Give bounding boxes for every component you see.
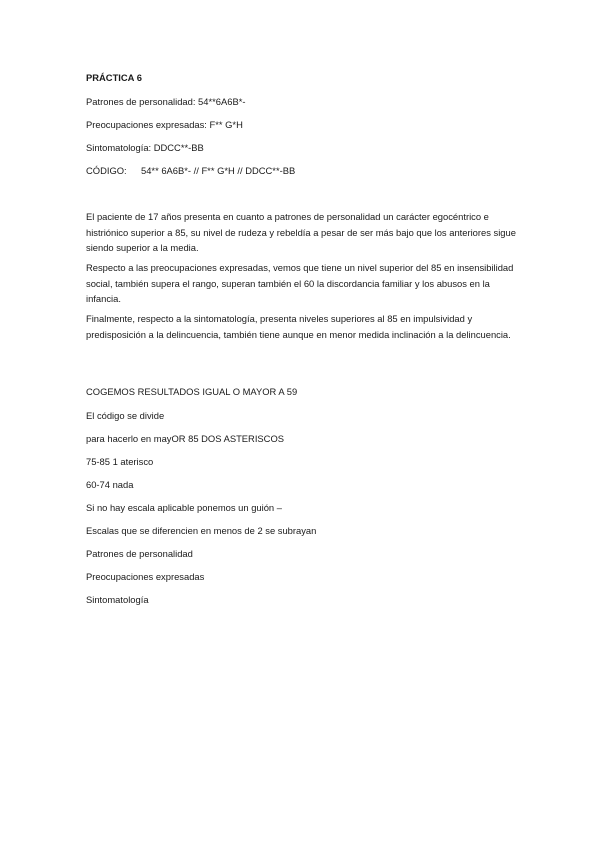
- note-code-divides: El código se divide: [86, 410, 165, 421]
- note-symptomatology: Sintomatología: [86, 594, 149, 605]
- code-label: CÓDIGO:: [86, 165, 127, 176]
- note-nothing: 60-74 nada: [86, 479, 134, 490]
- personality-patterns-line: Patrones de personalidad: 54**6A6B*-: [86, 96, 246, 107]
- practice-title: PRÁCTICA 6: [86, 72, 142, 83]
- expressed-concerns-line: Preocupaciones expresadas: F** G*H: [86, 119, 243, 130]
- note-expressed-concerns: Preocupaciones expresadas: [86, 571, 205, 582]
- note-dash: Si no hay escala aplicable ponemos un guión –: [86, 502, 282, 513]
- analysis-paragraph-personality: El paciente de 17 años presenta en cuanto a patrones de personalidad un carácter egocéntrico e histriónico superior a 85, su nivel de rudeza y rebeldía a pesar de ser más bajo que los anteriores sigue siendo superior a la media.: [86, 211, 516, 253]
- note-one-asterisk: 75-85 1 aterisco: [86, 456, 154, 467]
- symptomatology-line: Sintomatología: DDCC**-BB: [86, 142, 204, 153]
- analysis-paragraph-symptoms: Finalmente, respecto a la sintomatología, presenta niveles superiores al 85 en impulsividad y predisposición a la delincuencia, también tiene aunque en menor medida inclinación a la delincuencia.: [86, 313, 511, 340]
- note-threshold: COGEMOS RESULTADOS IGUAL O MAYOR A 59: [86, 386, 298, 397]
- code-value: 54** 6A6B*- // F** G*H // DDCC**-BB: [141, 165, 296, 176]
- analysis-paragraph-concerns: Respecto a las preocupaciones expresadas, vemos que tiene un nivel superior del 85 en insensibilidad social, también supera el rango, superan también el 60 la discordancia familiar y los abusos en la infancia.: [86, 262, 514, 304]
- note-two-asterisks: para hacerlo en mayOR 85 DOS ASTERISCOS: [86, 433, 284, 444]
- note-underline: Escalas que se diferencien en menos de 2 se subrayan: [86, 525, 317, 536]
- note-personality-patterns: Patrones de personalidad: [86, 548, 193, 559]
- code-line: [86, 165, 295, 177]
